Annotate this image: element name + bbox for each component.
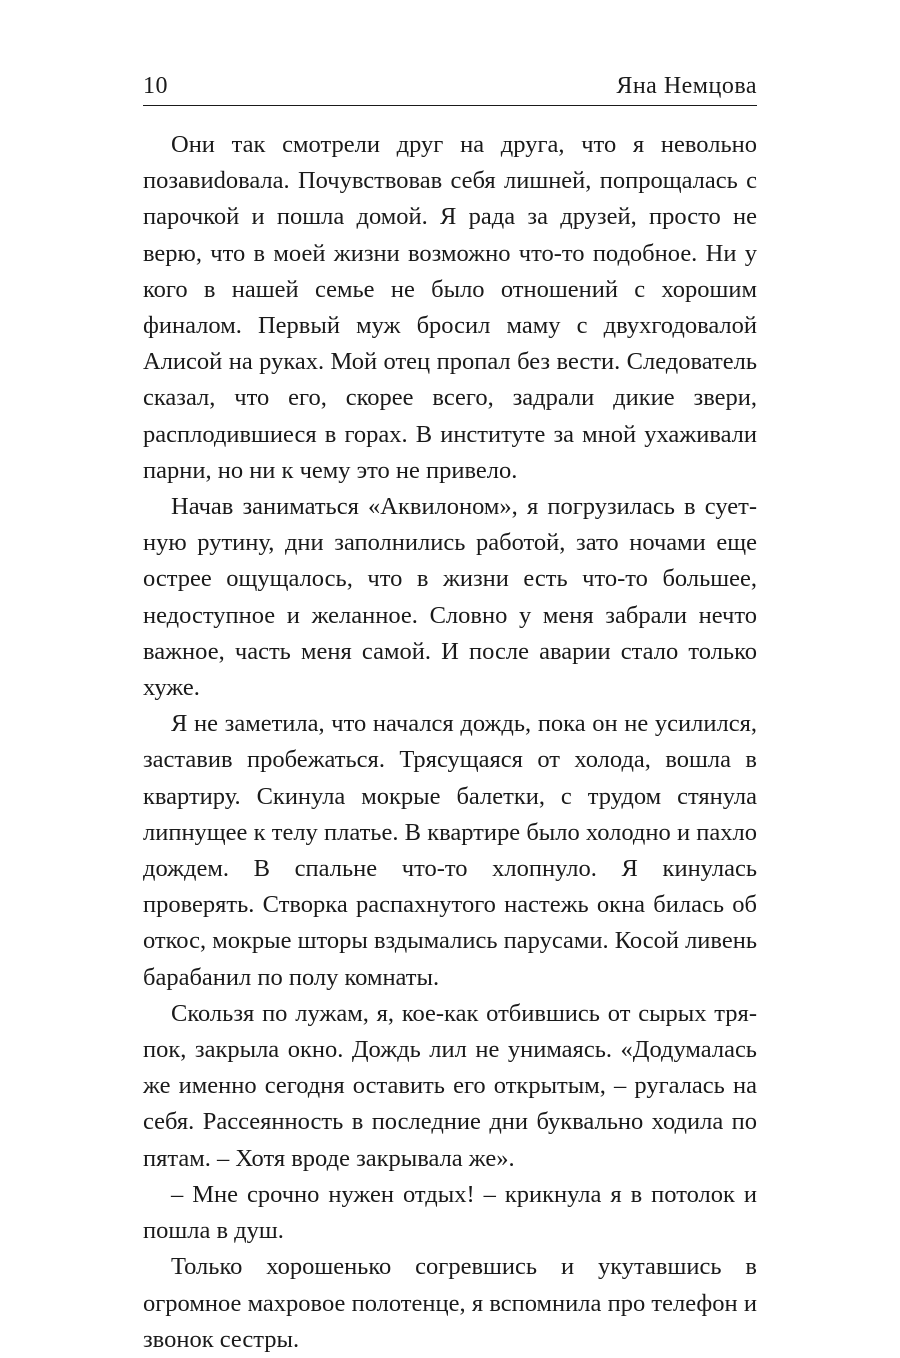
author-name: Яна Немцова xyxy=(616,73,757,99)
paragraph: Начав заниматься «Аквилоном», я погрузилась в суетную рутину, дни заполнились работой, зато ночами еще острее ощущалось, что в жизни есть что-то большее, недоступное и желанное. Словно у меня забрали нечто важное, часть меня самой. И после аварии стало только хуже. xyxy=(143,493,757,702)
paragraph: Скользя по лужам, я, кое-как отбившись от сырых тряпок, закрыла окно. Дождь лил не унимаясь. «Додумалась же именно сегодня оставить его открытым, – ругалась на себя. Рассеянность в последние дни буквально ходила по пятам. – Хотя вроде закрывала же». xyxy=(143,999,757,1172)
running-head xyxy=(143,66,757,100)
paragraph: Только хорошенько согревшись и укутавшись в огромное махровое полотенце, я вспомнила про телефон и звонок сестры. xyxy=(143,1253,757,1353)
paragraph: Я не заметила, что начался дождь, пока он не усилился, заставив пробежаться. Трясущаяся от холода, вошла в квартиру. Скинула мокрые балетки, с трудом стянула липнущее к телу платье. В квартире было холодно и пахло дождем. В спальне что-то хлопнуло. Я кинулась проверять. Створка распахнутого настежь окна билась об откос, мокрые шторы вздымались парусами. Косой ливень барабанил по полу комнаты. xyxy=(143,710,757,991)
page-number: 10 xyxy=(143,73,168,99)
paragraph: – Мне срочно нужен отдых! – крикнула я в потолок и пошла в душ. xyxy=(143,1180,757,1245)
header-rule xyxy=(143,105,757,106)
body-text xyxy=(143,127,757,1358)
paragraph: Они так смотрели друг на друга, что я невольно позавиdовала. Почувствовав себя лишней, попрощалась с парочкой и пошла домой. Я рада за друзей, просто не верю, что в моей жизни возможно что-то подобное. Ни у кого в нашей семье не было отношений с хорошим финалом. Первый муж бросил маму с двухгодовалой Алисой на руках. Мой отец пропал без вести. Следователь сказал, что его, скорее всего, задрали дикие звери, расплодившиеся в горах. В институте за мной ухаживали парни, но ни к чему это не привело. xyxy=(143,131,757,484)
